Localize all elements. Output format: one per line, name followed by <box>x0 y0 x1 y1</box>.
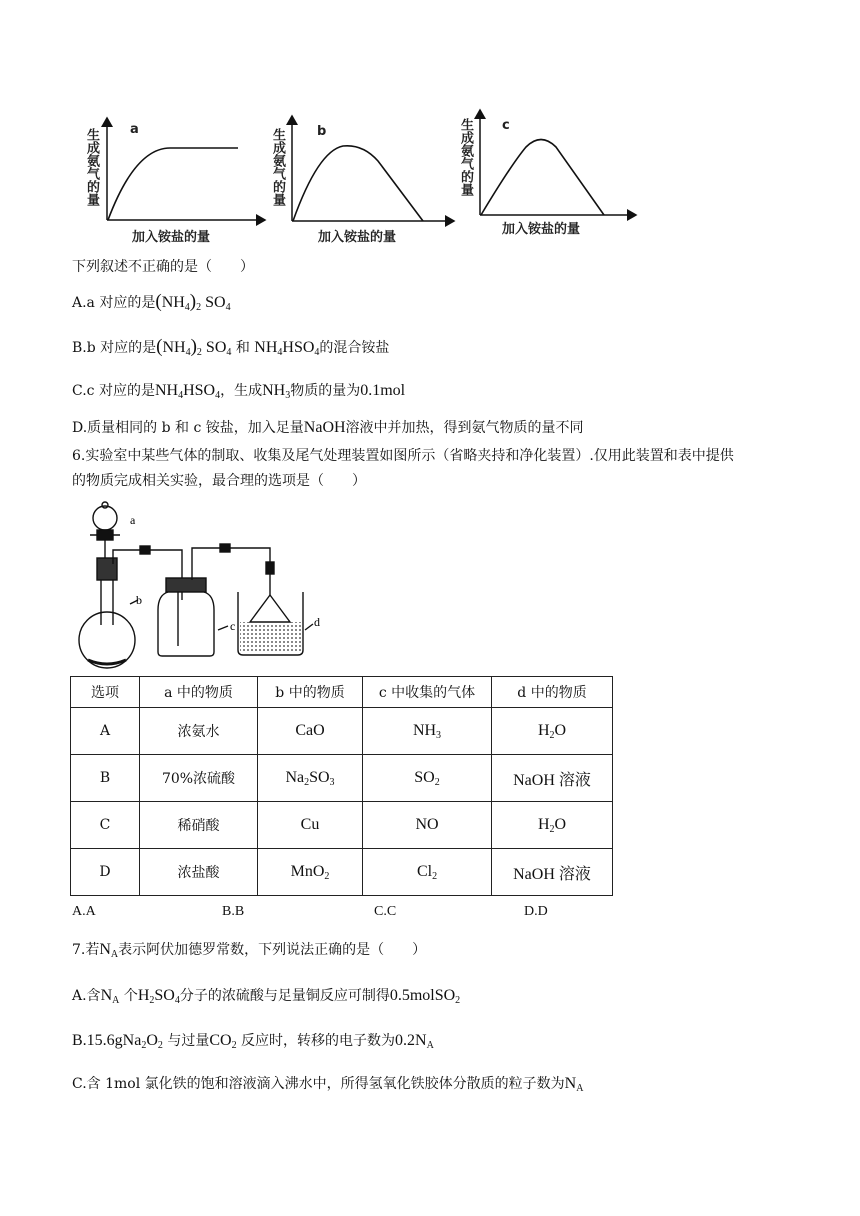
y-axis-label: 生成氨气的量 <box>270 128 285 206</box>
y-axis-label: 生成氨气的量 <box>84 128 99 206</box>
table-row: C 稀硝酸 Cu NO $H_2O$ <box>71 802 613 849</box>
table-row: D 浓盐酸 MnO$_2$ $Cl_2$ NaOH 溶液 <box>71 849 613 896</box>
q7-option-a[interactable]: A.含$N_A$ 个$H_2SO_4$分子的浓硫酸与足量铜反应可制得0.5molSO$_2$ <box>72 987 461 1006</box>
x-axis-label: 加入铵盐的量 <box>132 230 211 245</box>
x-axis-label: 加入铵盐的量 <box>502 222 581 237</box>
q7-option-c[interactable]: C.含 1mol 氯化铁的饱和溶液滴入沸水中，所得氢氧化铁胶体分散质的粒子数为$N_A$ <box>72 1075 584 1094</box>
apparatus-svg <box>70 500 340 670</box>
apparatus-diagram <box>70 500 340 670</box>
graph-letter: a <box>130 122 139 137</box>
q5-option-d[interactable]: D.质量相同的 b 和 c 铵盐，加入足量NaOH溶液中并加热，得到氨气物质的量不同 <box>72 419 584 436</box>
table-row: A 浓氨水 CaO $NH_3$ $H_2O$ <box>71 708 613 755</box>
q5-option-b[interactable]: B.b 对应的是$(NH_4)_2$ $SO_4$ 和 $NH_4HSO_4$的混合铵盐 <box>72 336 390 358</box>
col-header: d 中的物质 <box>492 677 613 708</box>
graph-b-plot <box>268 106 468 246</box>
q5-prompt: 下列叙述不正确的是（ ） <box>72 259 254 275</box>
q7-prompt: 7.若$N_A$表示阿伏加德罗常数，下列说法正确的是（ ） <box>72 941 427 960</box>
curve-c <box>481 140 604 216</box>
label-a: a <box>130 513 136 527</box>
col-header: c 中收集的气体 <box>363 677 492 708</box>
label-d: d <box>314 615 320 629</box>
col-header: 选项 <box>71 677 140 708</box>
answer-b[interactable]: B.B <box>222 904 245 919</box>
x-axis-label: 加入铵盐的量 <box>318 230 397 245</box>
q5-option-c[interactable]: C.c 对应的是$NH_4HSO_4$，生成$NH_3$物质的量为0.1mol <box>72 382 406 401</box>
answer-c[interactable]: C.C <box>374 904 397 919</box>
answer-d[interactable]: D.D <box>524 904 548 919</box>
options-table <box>70 676 613 896</box>
q7-option-b[interactable]: $B.15.6gNa_2O_2$ 与过量$CO_2$ 反应时，转移的电子数为$0.2N_A$ <box>72 1032 434 1051</box>
answer-a[interactable]: A.A <box>72 904 96 919</box>
label-c: c <box>230 619 236 633</box>
y-axis-label: 生成氨气的量 <box>458 118 473 196</box>
col-header: b 中的物质 <box>258 677 363 708</box>
table-row: B 70%浓硫酸 $Na_2SO_3$ $SO_2$ NaOH 溶液 <box>71 755 613 802</box>
graph-letter: b <box>317 124 327 139</box>
graph-c <box>456 100 646 240</box>
curve-a <box>108 148 238 220</box>
graph-letter: c <box>502 118 510 133</box>
q6-line2: 的物质完成相关实验，最合理的选项是（ ） <box>72 473 366 489</box>
q5-option-a[interactable]: A.a 对应的是$(NH_4)_2$ $SO_4$ <box>72 291 231 313</box>
q6-line1: 6.实验室中某些气体的制取、收集及尾气处理装置如图所示（省略夹持和净化装置）.仅用此装置和表中提供 <box>72 448 734 464</box>
label-b: b <box>136 593 142 607</box>
graph-a <box>80 108 280 248</box>
graph-b <box>268 106 468 246</box>
curve-b <box>293 146 423 221</box>
col-header: a 中的物质 <box>140 677 258 708</box>
